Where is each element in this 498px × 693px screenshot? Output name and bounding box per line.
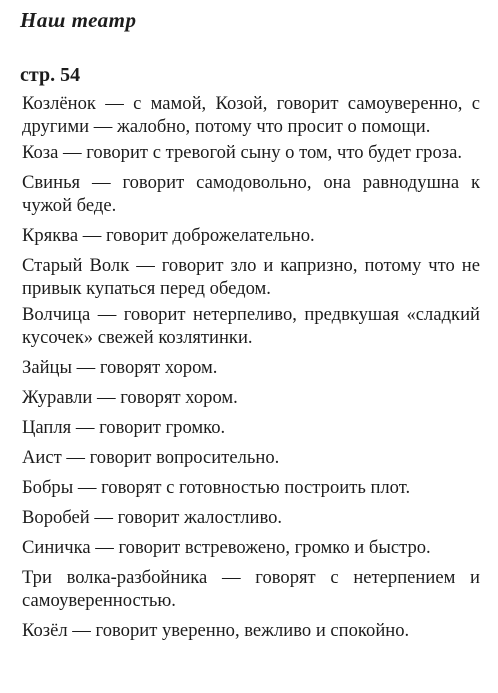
character-list bbox=[22, 92, 480, 649]
section-title: Наш театр bbox=[20, 8, 137, 32]
entry-tri-volka: Три волка-разбойника — говорят с нетерпением и самоуверенностью. bbox=[22, 567, 480, 611]
page-reference: стр. 54 bbox=[20, 64, 81, 86]
entry-bobry: Бобры — говорят с готовностью построить плот. bbox=[22, 477, 411, 498]
entry-kryakva: Кряква — говорит доброжелательно. bbox=[22, 225, 315, 246]
entry-kozyol: Козёл — говорит уверенно, вежливо и спокойно. bbox=[22, 620, 410, 641]
entry-koza: Коза — говорит с тревогой сыну о том, что будет гроза. bbox=[22, 142, 462, 163]
entry-svinya: Свинья — говорит самодовольно, она равнодушна к чужой беде. bbox=[22, 172, 480, 216]
entry-tsaplya: Цапля — говорит громко. bbox=[22, 417, 226, 438]
entry-sinichka: Синичка — говорит встревожено, громко и быстро. bbox=[22, 537, 431, 558]
entry-zaitsy: Зайцы — говорят хором. bbox=[22, 357, 218, 378]
entry-stary-volk: Старый Волк — говорит зло и капризно, потому что не привык купаться перед обедом. bbox=[22, 255, 480, 299]
entry-volchitsa: Волчица — говорит нетерпеливо, предвкушая «сладкий кусочек» свежей козлятинки. bbox=[22, 304, 480, 348]
entry-kozlyonok: Козлёнок — с мамой, Козой, говорит самоуверенно, с другими — жалобно, потому что просит о помощи. bbox=[22, 93, 480, 137]
entry-aist: Аист — говорит вопросительно. bbox=[22, 447, 280, 468]
entry-vorobey: Воробей — говорит жалостливо. bbox=[22, 507, 283, 528]
entry-zhuravli: Журавли — говорят хором. bbox=[22, 387, 238, 408]
